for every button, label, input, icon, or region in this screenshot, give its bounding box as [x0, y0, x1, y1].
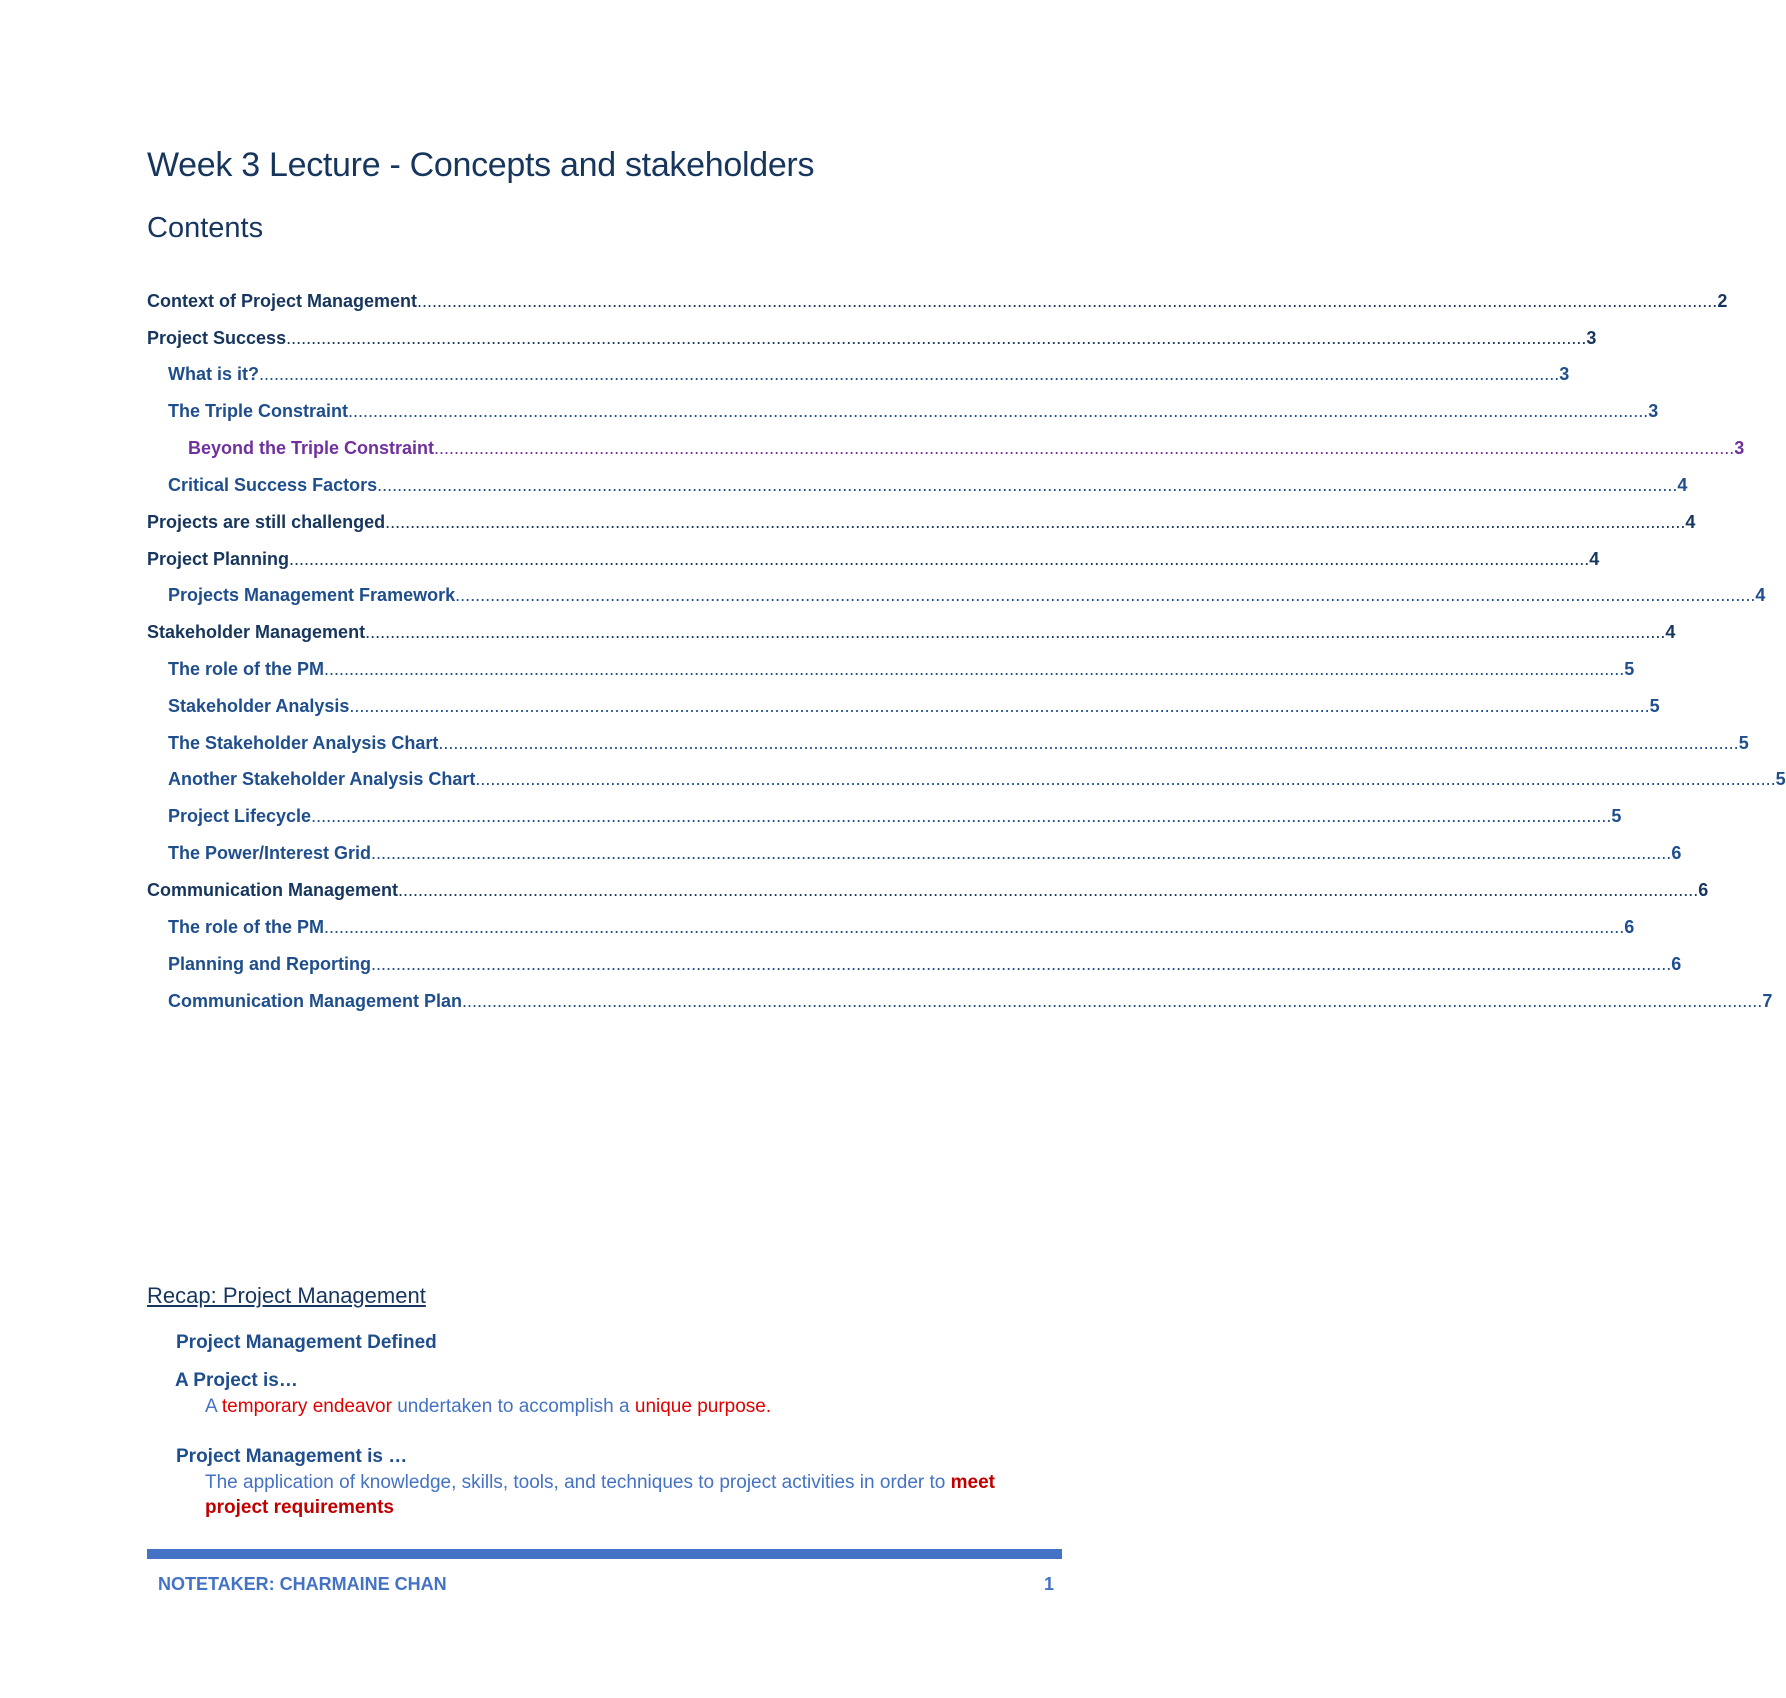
toc-entry-label: Projects Management Framework — [168, 585, 456, 605]
toc-entry-page-number: 7 — [1762, 991, 1773, 1011]
toc-dot-leader: .................................................................................................................................................................................................................................................................... — [324, 917, 1625, 937]
recap-heading — [147, 1283, 464, 1309]
project-def-part: undertaken to accomplish a — [391, 1396, 635, 1417]
toc-dot-leader: .................................................................................................................................................................................................................................................................... — [371, 954, 1672, 974]
toc-entry-label: The role of the PM — [168, 917, 325, 937]
project-def-part: A — [205, 1396, 222, 1417]
toc-entry-page-number: 6 — [1671, 954, 1682, 974]
toc-dot-leader: .................................................................................................................................................................................................................................................................... — [455, 585, 1756, 605]
project-def-emphasis-unique: unique purpose — [634, 1396, 766, 1417]
toc-entry-page-number: 6 — [1624, 917, 1635, 937]
project-is-label: A Project is… — [175, 1370, 298, 1391]
document-title: Week 3 Lecture - Concepts and stakeholders — [147, 146, 815, 184]
toc-entry[interactable] — [168, 842, 1682, 864]
toc-entry[interactable] — [168, 584, 1766, 606]
toc-entry[interactable] — [147, 327, 1597, 349]
toc-entry-page-number: 5 — [1649, 696, 1660, 716]
toc-entry-page-number: 3 — [1734, 438, 1745, 458]
toc-entry-label: Project Success — [147, 328, 287, 348]
toc-dot-leader: .................................................................................................................................................................................................................................................................... — [259, 364, 1560, 384]
toc-entry-label: The role of the PM — [168, 659, 325, 679]
toc-dot-leader: .................................................................................................................................................................................................................................................................... — [349, 696, 1650, 716]
toc-dot-leader: .................................................................................................................................................................................................................................................................... — [462, 991, 1763, 1011]
toc-entry-page-number: 3 — [1648, 401, 1659, 421]
toc-entry[interactable] — [147, 548, 1600, 570]
toc-entry-label: Another Stakeholder Analysis Chart — [168, 769, 476, 789]
toc-entry-label: Communication Management — [147, 880, 399, 900]
pm-definition-line-2 — [205, 1497, 394, 1519]
toc-entry-label: Projects are still challenged — [147, 512, 386, 532]
recap-heading-text: Recap: Project Management — [147, 1283, 426, 1308]
toc-entry-page-number: 3 — [1559, 364, 1570, 384]
toc-entry-page-number: 5 — [1611, 806, 1622, 826]
toc-dot-leader: .................................................................................................................................................................................................................................................................... — [398, 880, 1699, 900]
toc-dot-leader: .................................................................................................................................................................................................................................................................... — [434, 438, 1735, 458]
toc-entry[interactable] — [168, 695, 1660, 717]
toc-entry[interactable] — [168, 400, 1659, 422]
pm-definition-line-1 — [205, 1472, 995, 1494]
toc-entry-label: Stakeholder Management — [147, 622, 366, 642]
toc-entry[interactable] — [168, 732, 1749, 754]
toc-entry[interactable] — [168, 658, 1635, 680]
toc-entry-page-number: 6 — [1671, 843, 1682, 863]
toc-entry[interactable] — [168, 916, 1635, 938]
toc-entry-page-number: 2 — [1717, 291, 1728, 311]
toc-dot-leader: .................................................................................................................................................................................................................................................................... — [417, 291, 1718, 311]
toc-entry-page-number: 4 — [1677, 475, 1688, 495]
toc-dot-leader: .................................................................................................................................................................................................................................................................... — [385, 512, 1686, 532]
toc-entry-page-number: 3 — [1586, 328, 1597, 348]
toc-dot-leader: .................................................................................................................................................................................................................................................................... — [475, 769, 1776, 789]
toc-entry-label: Project Lifecycle — [168, 806, 312, 826]
toc-entry[interactable] — [168, 805, 1622, 827]
toc-entry[interactable] — [147, 621, 1676, 643]
toc-entry[interactable] — [147, 879, 1709, 901]
project-def-period: . — [765, 1396, 772, 1417]
footer-divider-bar — [147, 1549, 1062, 1559]
contents-heading: Contents — [147, 212, 264, 244]
pm-def-text: The application of knowledge, skills, tools, and techniques to project activities in order to — [205, 1472, 951, 1493]
toc-entry[interactable] — [168, 474, 1688, 496]
toc-entry[interactable] — [147, 511, 1696, 533]
toc-dot-leader: .................................................................................................................................................................................................................................................................... — [365, 622, 1666, 642]
footer-page-number: 1 — [1043, 1574, 1054, 1594]
toc-entry[interactable] — [168, 990, 1773, 1012]
toc-entry[interactable] — [168, 953, 1682, 975]
toc-entry[interactable] — [168, 768, 1786, 790]
toc-dot-leader: .................................................................................................................................................................................................................................................................... — [286, 328, 1587, 348]
toc-entry-page-number: 4 — [1665, 622, 1676, 642]
toc-entry-page-number: 4 — [1589, 549, 1600, 569]
project-def-emphasis-temporary: temporary endeavor — [221, 1396, 392, 1417]
toc-dot-leader: .................................................................................................................................................................................................................................................................... — [371, 843, 1672, 863]
toc-entry-label: The Triple Constraint — [168, 401, 349, 421]
toc-entry-label: What is it? — [168, 364, 259, 384]
pm-defined-subheading: Project Management Defined — [176, 1332, 437, 1353]
toc-dot-leader: .................................................................................................................................................................................................................................................................... — [289, 549, 1590, 569]
toc-entry-label: The Stakeholder Analysis Chart — [168, 733, 439, 753]
toc-entry-page-number: 6 — [1698, 880, 1709, 900]
toc-entry-label: Stakeholder Analysis — [168, 696, 350, 716]
toc-entry-label: The Power/Interest Grid — [168, 843, 372, 863]
toc-dot-leader: .................................................................................................................................................................................................................................................................... — [438, 733, 1739, 753]
toc-dot-leader: .................................................................................................................................................................................................................................................................... — [348, 401, 1649, 421]
toc-entry[interactable] — [147, 290, 1728, 312]
pm-def-emphasis-requirements: project requirements — [205, 1497, 394, 1518]
toc-entry-label: Planning and Reporting — [168, 954, 371, 974]
toc-entry-label: Beyond the Triple Constraint — [188, 438, 435, 458]
toc-entry-label: Communication Management Plan — [168, 991, 463, 1011]
toc-entry-label: Critical Success Factors — [168, 475, 378, 495]
toc-entry-page-number: 4 — [1685, 512, 1696, 532]
toc-dot-leader: .................................................................................................................................................................................................................................................................... — [377, 475, 1678, 495]
project-definition — [205, 1396, 771, 1418]
toc-entry-page-number: 5 — [1775, 769, 1786, 789]
pm-def-emphasis-meet: meet — [950, 1472, 995, 1493]
toc-entry-page-number: 5 — [1738, 733, 1749, 753]
toc-entry-page-number: 5 — [1624, 659, 1635, 679]
toc-entry-page-number: 4 — [1755, 585, 1766, 605]
toc-entry-label: Context of Project Management — [147, 291, 418, 311]
toc-entry-label: Project Planning — [147, 549, 290, 569]
pm-is-label: Project Management is … — [176, 1446, 408, 1467]
toc-dot-leader: .................................................................................................................................................................................................................................................................... — [324, 659, 1625, 679]
toc-dot-leader: .................................................................................................................................................................................................................................................................... — [311, 806, 1612, 826]
footer-notetaker: NOTETAKER: CHARMAINE CHAN — [158, 1574, 447, 1594]
toc-entry[interactable] — [188, 437, 1745, 459]
toc-entry[interactable] — [168, 363, 1570, 385]
